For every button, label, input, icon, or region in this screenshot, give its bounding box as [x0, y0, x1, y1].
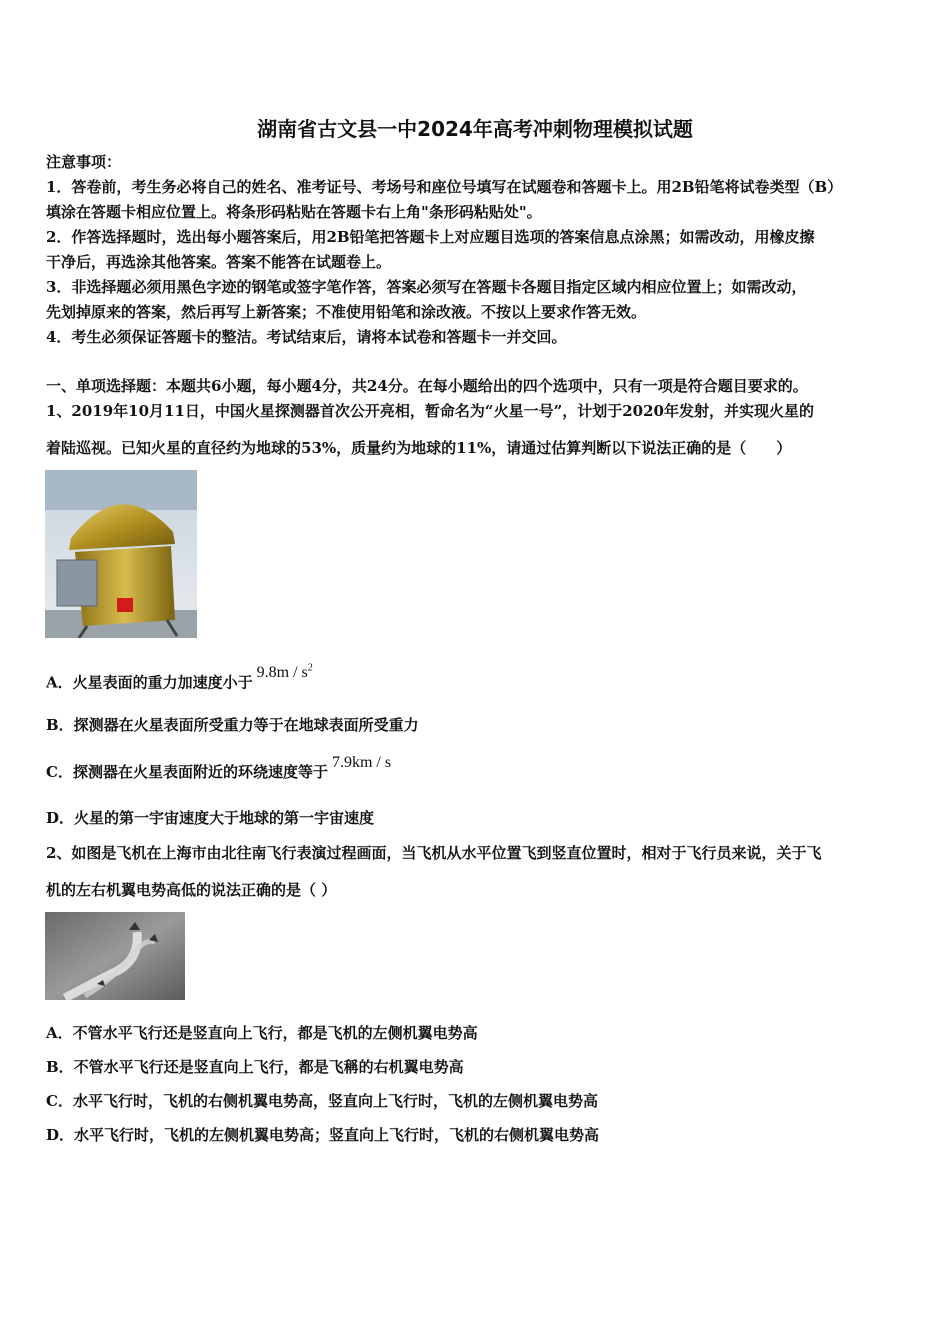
notice-line-4: 4．考生必须保证答题卡的整洁。考试结束后，请将本试卷和答题卡一并交回。: [46, 328, 567, 346]
q2-option-a[interactable]: A．不管水平飞行还是竖直向上飞行，都是飞机的左侧机翼电势高: [46, 1024, 478, 1042]
q1-option-c-text: C．探测器在火星表面附近的环绕速度等于: [46, 763, 328, 781]
notice-line-3a: 3．非选择题必须用黑色字迹的钢笔或签字笔作答，答案必须写在答题卡各题目指定区域内相应位置上；如需改动，: [46, 278, 807, 296]
notice-line-3b: 先划掉原来的答案，然后再写上新答案；不准使用铅笔和涂改液。不按以上要求作答无效。: [46, 303, 647, 321]
notice-line-1a: 1．答卷前，考生务必将自己的姓名、准考证号、考场号和座位号填写在试题卷和答题卡上。用2B铅笔将试卷类型（B）: [46, 178, 843, 196]
q1-stem-line1: 1、2019年10月11日，中国火星探测器首次公开亮相，暂命名为“火星一号”，计划于2020年发射，并实现火星的: [46, 402, 814, 420]
q1-option-a-text: A．火星表面的重力加速度小于: [46, 673, 253, 692]
q2-option-d[interactable]: D．水平飞行时，飞机的左侧机翼电势高；竖直向上飞行时，飞机的右侧机翼电势高: [46, 1126, 600, 1144]
q1-option-b[interactable]: B．探测器在火星表面所受重力等于在地球表面所受重力: [46, 716, 419, 734]
notice-line-2a: 2．作答选择题时，选出每小题答案后，用2B铅笔把答题卡上对应题目选项的答案信息点涂黑；如需改动，用橡皮擦: [46, 228, 815, 246]
mars-probe-image: [45, 470, 197, 638]
q1-option-c-formula: 7.9km / s: [331, 754, 392, 771]
notice-line-1b: 填涂在答题卡相应位置上。将条形码粘贴在答题卡右上角"条形码粘贴处"。: [46, 203, 542, 221]
q2-option-c[interactable]: C．水平飞行时，飞机的右侧机翼电势高，竖直向上飞行时，飞机的左侧机翼电势高: [46, 1092, 598, 1110]
airshow-image: [45, 912, 185, 1000]
q1-option-c[interactable]: [46, 754, 906, 783]
page-title: 湖南省古文县一中2024年高考冲刺物理模拟试题: [257, 117, 693, 141]
notice-heading: 注意事项：: [46, 153, 122, 171]
section-heading: 一、单项选择题：本题共6小题，每小题4分，共24分。在每小题给出的四个选项中，只有一项是符合题目要求的。: [46, 377, 808, 395]
q2-stem-line1: 2、如图是飞机在上海市由北往南飞行表演过程画面，当飞机从水平位置飞到竖直位置时，相对于飞行员来说，关于飞: [46, 844, 822, 862]
q2-stem-line2: 机的左右机翼电势高低的说法正确的是（ ）: [46, 881, 337, 899]
q2-option-b[interactable]: B．不管水平飞行还是竖直向上飞行，都是飞稱的右机翼电势高: [46, 1058, 464, 1076]
q1-option-d[interactable]: D．火星的第一宇宙速度大于地球的第一宇宙速度: [46, 809, 375, 827]
notice-line-2b: 干净后，再选涂其他答案。答案不能答在试题卷上。: [46, 253, 392, 271]
q1-option-a-formula: $9.8m / s^2$: [256, 663, 313, 682]
q1-stem-line2: 着陆巡视。已知火星的直径约为地球的53%，质量约为地球的11%，请通过估算判断以下说法正确的是（ ）: [46, 439, 792, 457]
q1-option-a[interactable]: [46, 663, 906, 693]
